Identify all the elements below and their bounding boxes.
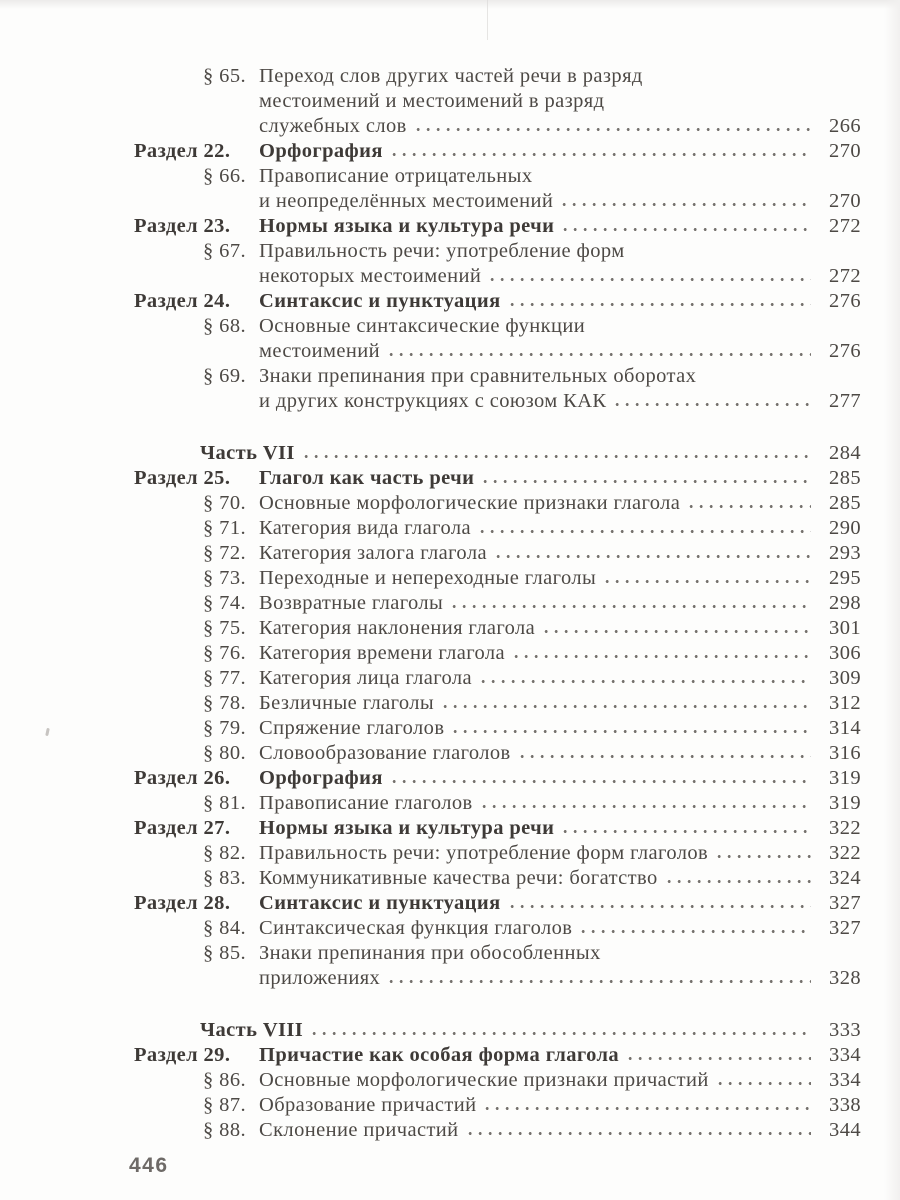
toc-page-number: 290 bbox=[829, 517, 861, 539]
toc-page-number: 272 bbox=[829, 215, 861, 237]
toc-entry-title: и других конструкциях с союзом КАК bbox=[259, 390, 607, 412]
toc-entry bbox=[134, 816, 861, 841]
toc-entry bbox=[134, 466, 861, 491]
section-label: Раздел 24. bbox=[134, 290, 231, 312]
toc-page-number: 272 bbox=[829, 265, 861, 287]
toc-entry bbox=[134, 64, 861, 139]
toc-page-number: 333 bbox=[829, 1019, 861, 1041]
dot-leader bbox=[480, 529, 811, 534]
toc-entry-title: Глагол как часть речи bbox=[259, 467, 475, 489]
paragraph-label: § 65. bbox=[203, 65, 246, 87]
toc-page-number: 309 bbox=[829, 667, 861, 689]
dot-leader bbox=[510, 904, 811, 909]
toc-entry-title: местоимений и местоимений в разряд bbox=[259, 90, 605, 112]
toc-entry-row bbox=[134, 64, 861, 89]
dot-leader bbox=[615, 402, 811, 407]
toc-page-number: 284 bbox=[829, 442, 861, 464]
toc-entry bbox=[134, 916, 861, 941]
toc-page-number: 334 bbox=[829, 1069, 861, 1091]
toc-entry bbox=[134, 314, 861, 364]
paragraph-label: § 79. bbox=[203, 717, 246, 739]
toc-page-number: 327 bbox=[829, 917, 861, 939]
paragraph-label: § 70. bbox=[203, 492, 246, 514]
toc-entry-row bbox=[134, 666, 861, 691]
dot-leader bbox=[628, 1056, 811, 1061]
dot-leader bbox=[416, 127, 811, 132]
paragraph-label: § 83. bbox=[203, 867, 246, 889]
toc-entry-row bbox=[134, 314, 861, 339]
paragraph-label: § 78. bbox=[203, 692, 246, 714]
toc-entry-title: Синтаксическая функция глаголов bbox=[259, 917, 573, 939]
toc-entry-title: Орфография bbox=[259, 767, 383, 789]
toc-entry-title: Основные морфологические признаки глагола bbox=[259, 492, 681, 514]
toc-entry-title: Часть VIII bbox=[200, 1019, 304, 1041]
scan-artifact-line bbox=[487, 0, 488, 40]
toc-entry bbox=[134, 566, 861, 591]
toc-entry-row bbox=[134, 841, 861, 866]
scan-artifact-right-shade bbox=[884, 0, 900, 1200]
toc-entry bbox=[134, 441, 861, 466]
paragraph-label: § 80. bbox=[203, 742, 246, 764]
dot-leader bbox=[304, 454, 811, 459]
toc-entry-title: Правильность речи: употребление форм глаголов bbox=[259, 842, 709, 864]
toc-entry-title: Синтаксис и пунктуация bbox=[259, 892, 501, 914]
paragraph-label: § 74. bbox=[203, 592, 246, 614]
toc-entry-title: Переходные и непереходные глаголы bbox=[259, 567, 597, 589]
scan-artifact-speck bbox=[45, 728, 50, 736]
dot-leader bbox=[514, 654, 811, 659]
toc-entry bbox=[134, 1018, 861, 1043]
toc-entry bbox=[134, 716, 861, 741]
dot-leader bbox=[667, 879, 811, 884]
toc-entry-row bbox=[134, 591, 861, 616]
toc-entry bbox=[134, 766, 861, 791]
section-label: Раздел 23. bbox=[134, 215, 231, 237]
toc-page-number: 324 bbox=[829, 867, 861, 889]
toc-entry-title: Образование причастий bbox=[259, 1094, 477, 1116]
toc-entry-row bbox=[134, 691, 861, 716]
dot-leader bbox=[717, 854, 811, 859]
toc-page-number: 328 bbox=[829, 967, 861, 989]
toc-entry bbox=[134, 941, 861, 991]
toc-entry bbox=[134, 791, 861, 816]
toc-entry-row bbox=[134, 239, 861, 264]
toc-entry-title: некоторых местоимений bbox=[259, 265, 482, 287]
dot-leader bbox=[482, 804, 811, 809]
toc-entry-row bbox=[134, 941, 861, 966]
section-label: Раздел 29. bbox=[134, 1044, 231, 1066]
dot-leader bbox=[483, 479, 811, 484]
toc-page-number: 295 bbox=[829, 567, 861, 589]
toc-entry-row bbox=[134, 1068, 861, 1093]
toc-entry-row bbox=[134, 364, 861, 389]
toc-page-number: 293 bbox=[829, 542, 861, 564]
toc-entry-row bbox=[134, 389, 861, 414]
toc-entry-row bbox=[134, 816, 861, 841]
dot-leader bbox=[312, 1031, 811, 1036]
toc-page-number: 327 bbox=[829, 892, 861, 914]
toc-page-number: 306 bbox=[829, 642, 861, 664]
toc-entry-title: Категория вида глагола bbox=[259, 517, 471, 539]
toc-entry-row bbox=[134, 1118, 861, 1143]
toc-entry-title: Коммуникативные качества речи: богатство bbox=[259, 867, 658, 889]
toc-page-number: 322 bbox=[829, 842, 861, 864]
toc-entry bbox=[134, 239, 861, 289]
table-of-contents bbox=[134, 64, 861, 1143]
toc-entry-title: Нормы языка и культура речи bbox=[259, 215, 555, 237]
toc-entry-title: и неопределённых местоимений bbox=[259, 190, 554, 212]
toc-entry-title: Категория лица глагола bbox=[259, 667, 473, 689]
toc-entry-row bbox=[134, 139, 861, 164]
dot-leader bbox=[392, 152, 811, 157]
dot-leader bbox=[581, 929, 811, 934]
section-label: Раздел 27. bbox=[134, 817, 231, 839]
toc-entry-row bbox=[134, 916, 861, 941]
toc-entry-row bbox=[134, 966, 861, 991]
toc-entry-title: местоимений bbox=[259, 340, 380, 362]
toc-entry-title: Правописание отрицательных bbox=[259, 165, 533, 187]
toc-page-number: 276 bbox=[829, 340, 861, 362]
toc-entry bbox=[134, 666, 861, 691]
toc-entry-row bbox=[134, 339, 861, 364]
dot-leader bbox=[563, 227, 811, 232]
toc-entry-title: Нормы языка и культура речи bbox=[259, 817, 555, 839]
toc-entry-row bbox=[134, 716, 861, 741]
toc-entry bbox=[134, 139, 861, 164]
toc-entry-row bbox=[134, 214, 861, 239]
section-label: Раздел 26. bbox=[134, 767, 231, 789]
paragraph-label: § 87. bbox=[203, 1094, 246, 1116]
toc-page-number: 276 bbox=[829, 290, 861, 312]
toc-entry bbox=[134, 1093, 861, 1118]
dot-leader bbox=[392, 779, 811, 784]
toc-entry-title: Возвратные глаголы bbox=[259, 592, 444, 614]
toc-page-number: 338 bbox=[829, 1094, 861, 1116]
toc-entry bbox=[134, 214, 861, 239]
dot-leader bbox=[718, 1081, 811, 1086]
toc-entry bbox=[134, 1043, 861, 1068]
paragraph-label: § 84. bbox=[203, 917, 246, 939]
toc-entry bbox=[134, 741, 861, 766]
paragraph-label: § 73. bbox=[203, 567, 246, 589]
dot-leader bbox=[562, 202, 811, 207]
paragraph-label: § 68. bbox=[203, 315, 246, 337]
toc-entry-title: Знаки препинания при сравнительных оборотах bbox=[259, 365, 697, 387]
paragraph-label: § 86. bbox=[203, 1069, 246, 1091]
toc-page-number: 301 bbox=[829, 617, 861, 639]
toc-entry bbox=[134, 1118, 861, 1143]
toc-entry-row bbox=[134, 891, 861, 916]
toc-entry-title: Спряжение глаголов bbox=[259, 717, 445, 739]
toc-entry-title: Словообразование глаголов bbox=[259, 742, 511, 764]
toc-entry bbox=[134, 616, 861, 641]
toc-entry-title: Причастие как особая форма глагола bbox=[259, 1044, 620, 1066]
toc-entry-row bbox=[134, 616, 861, 641]
paragraph-label: § 67. bbox=[203, 240, 246, 262]
toc-entry bbox=[134, 591, 861, 616]
toc-entry bbox=[134, 641, 861, 666]
paragraph-label: § 81. bbox=[203, 792, 246, 814]
toc-entry-row bbox=[134, 541, 861, 566]
paragraph-label: § 82. bbox=[203, 842, 246, 864]
toc-entry-row bbox=[134, 189, 861, 214]
paragraph-label: § 85. bbox=[203, 942, 246, 964]
toc-entry bbox=[134, 516, 861, 541]
dot-leader bbox=[490, 277, 811, 282]
toc-entry-title: Категория залога глагола bbox=[259, 542, 487, 564]
dot-leader bbox=[563, 829, 811, 834]
toc-entry-row bbox=[134, 1043, 861, 1068]
dot-leader bbox=[443, 704, 811, 709]
toc-entry-row bbox=[134, 289, 861, 314]
toc-entry-title: Орфография bbox=[259, 140, 383, 162]
toc-entry-row bbox=[134, 1093, 861, 1118]
paragraph-label: § 66. bbox=[203, 165, 246, 187]
toc-entry-title: Категория времени глагола bbox=[259, 642, 506, 664]
footer-page-number: 446 bbox=[129, 1154, 169, 1177]
toc-entry-title: Знаки препинания при обособленных bbox=[259, 942, 601, 964]
toc-entry-row bbox=[134, 89, 861, 114]
toc-page-number: 319 bbox=[829, 792, 861, 814]
dot-leader bbox=[496, 554, 811, 559]
toc-entry-row bbox=[134, 491, 861, 516]
toc-entry bbox=[134, 491, 861, 516]
toc-page-number: 334 bbox=[829, 1044, 861, 1066]
paragraph-label: § 69. bbox=[203, 365, 246, 387]
toc-entry-title: Правописание глаголов bbox=[259, 792, 473, 814]
toc-entry-row bbox=[134, 516, 861, 541]
toc-page-number: 270 bbox=[829, 140, 861, 162]
toc-page-number: 312 bbox=[829, 692, 861, 714]
toc-entry bbox=[134, 841, 861, 866]
toc-entry bbox=[134, 164, 861, 214]
toc-entry-title: Основные морфологические признаки причастий bbox=[259, 1069, 709, 1091]
toc-entry-title: Синтаксис и пунктуация bbox=[259, 290, 501, 312]
toc-entry-title: Правильность речи: употребление форм bbox=[259, 240, 625, 262]
toc-page-number: 298 bbox=[829, 592, 861, 614]
section-label: Раздел 28. bbox=[134, 892, 231, 914]
dot-leader bbox=[389, 979, 811, 984]
dot-leader bbox=[510, 302, 811, 307]
toc-page-number: 344 bbox=[829, 1119, 861, 1141]
dot-leader bbox=[481, 679, 811, 684]
toc-entry-title: приложениях bbox=[259, 967, 381, 989]
toc-entry-row bbox=[134, 866, 861, 891]
dot-leader bbox=[520, 754, 811, 759]
toc-entry-row bbox=[134, 466, 861, 491]
toc-page-number: 316 bbox=[829, 742, 861, 764]
toc-entry-title: Безличные глаголы bbox=[259, 692, 435, 714]
toc-entry-row bbox=[134, 641, 861, 666]
paragraph-label: § 75. bbox=[203, 617, 246, 639]
toc-entry bbox=[134, 1068, 861, 1093]
toc-page-number: 319 bbox=[829, 767, 861, 789]
toc-entry-row bbox=[134, 264, 861, 289]
dot-leader bbox=[468, 1131, 811, 1136]
scan-artifact-top-shade bbox=[0, 0, 900, 9]
toc-entry bbox=[134, 691, 861, 716]
toc-entry-title: Склонение причастий bbox=[259, 1119, 459, 1141]
toc-entry bbox=[134, 866, 861, 891]
toc-entry-row bbox=[134, 164, 861, 189]
toc-entry bbox=[134, 364, 861, 414]
toc-entry-row bbox=[134, 791, 861, 816]
toc-entry-row bbox=[134, 114, 861, 139]
dot-leader bbox=[485, 1106, 811, 1111]
dot-leader bbox=[605, 579, 811, 584]
toc-page-number: 270 bbox=[829, 190, 861, 212]
dot-leader bbox=[389, 352, 811, 357]
section-label: Раздел 25. bbox=[134, 467, 231, 489]
toc-entry-row bbox=[134, 441, 861, 466]
toc-entry bbox=[134, 891, 861, 916]
dot-leader bbox=[452, 604, 811, 609]
section-label: Раздел 22. bbox=[134, 140, 231, 162]
toc-entry bbox=[134, 289, 861, 314]
paragraph-label: § 72. bbox=[203, 542, 246, 564]
toc-page-number: 314 bbox=[829, 717, 861, 739]
toc-entry-title: Основные синтаксические функции bbox=[259, 315, 586, 337]
dot-leader bbox=[544, 629, 811, 634]
toc-entry-title: служебных слов bbox=[259, 115, 407, 137]
toc-entry-title: Категория наклонения глагола bbox=[259, 617, 536, 639]
toc-page-number: 285 bbox=[829, 467, 861, 489]
toc-page-number: 266 bbox=[829, 115, 861, 137]
toc-entry bbox=[134, 541, 861, 566]
dot-leader bbox=[689, 504, 811, 509]
toc-entry-row bbox=[134, 741, 861, 766]
toc-entry-title: Переход слов других частей речи в разряд bbox=[259, 65, 643, 87]
toc-page-number: 322 bbox=[829, 817, 861, 839]
toc-entry-title: Часть VII bbox=[200, 442, 295, 464]
paragraph-label: § 76. bbox=[203, 642, 246, 664]
toc-entry-row bbox=[134, 1018, 861, 1043]
paragraph-label: § 71. bbox=[203, 517, 246, 539]
toc-page-number: 285 bbox=[829, 492, 861, 514]
toc-entry-row bbox=[134, 566, 861, 591]
dot-leader bbox=[453, 729, 811, 734]
paragraph-label: § 77. bbox=[203, 667, 246, 689]
toc-entry-row bbox=[134, 766, 861, 791]
paragraph-label: § 88. bbox=[203, 1119, 246, 1141]
toc-page-number: 277 bbox=[829, 390, 861, 412]
